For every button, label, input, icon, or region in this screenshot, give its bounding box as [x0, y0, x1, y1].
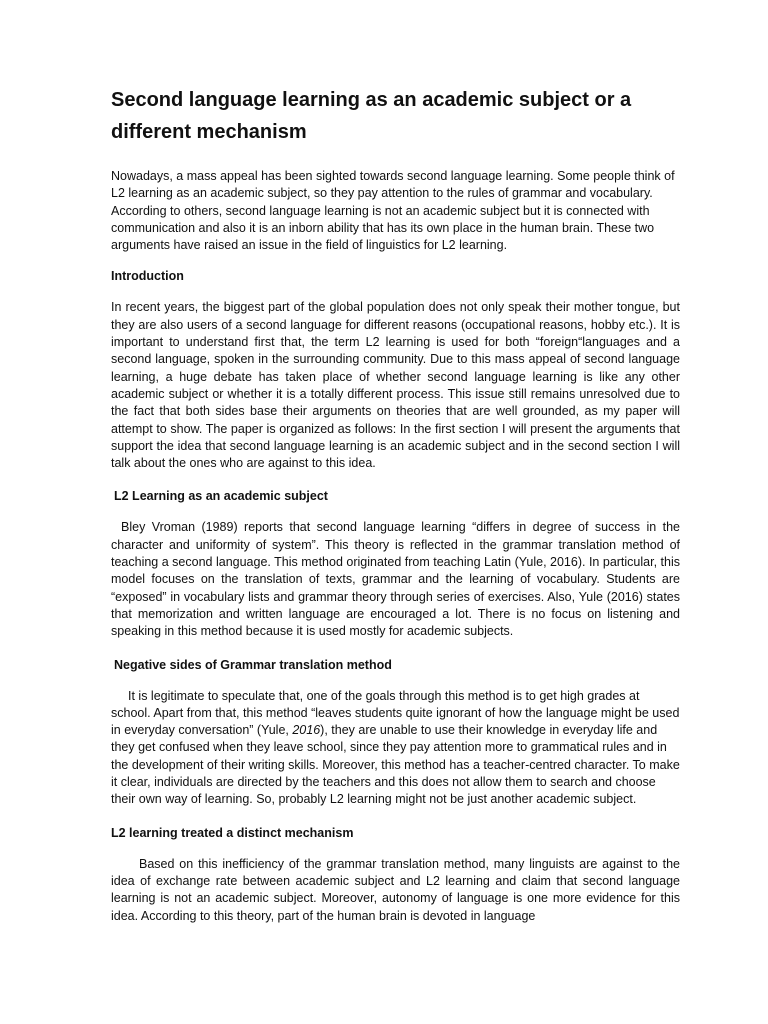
- citation-year-italic: 2016: [292, 723, 321, 738]
- distinct-mechanism-paragraph: Based on this inefficiency of the grammar translation method, many linguists are against to the idea of exchange rate between academic subject and L2 learning and claim that second language learning is not an academic subject. Moreover, autonomy of language is one more evidence for this idea. According to this theory, part of the human brain is devoted in language: [111, 856, 680, 923]
- section-heading-introduction: Introduction: [111, 269, 184, 284]
- spacer: [111, 809, 680, 825]
- section-heading-negative-sides: Negative sides of Grammar translation method: [114, 657, 392, 672]
- spacer: [111, 472, 680, 488]
- document-title: Second language learning as an academic subject or a different mechanism: [111, 89, 632, 143]
- introduction-paragraph: In recent years, the biggest part of the global population does not only speak their mother tongue, but they are also users of a second language for different reasons (occupational reasons, hobby etc.). It is important to understand first that, the term L2 learning is used for both “foreign“languages and a second language, spoken in the surrounding community. Due to this mass appeal of second language learning, a huge debate has taken place of whether second language learning is like any other academic subject or whether it is a totally different process. This issue still remains unresolved due to the fact that both sides base their arguments on theories that are well grounded, as my paper will attempt to show. The paper is organized as follows: In the first section I will present the arguments that support the idea that second language learning is an academic subject and in the second section I will talk about the ones who are against to this idea.: [111, 300, 680, 471]
- negative-sides-text-after-cite: ), they are unable to use their knowledge in everyday life and they get confused when they leave school, since they pay attention more to grammatical rules and in the development of their writing skills. Moreover, this method has a teacher-centred character. To make it clear, individuals are directed by the teachers and this does not allow them to search and choose their own way of learning. So, probably L2 learning might not be just another academic subject.: [111, 723, 680, 807]
- spacer: [111, 505, 680, 519]
- section-heading-distinct-mechanism: L2 learning treated a distinct mechanism: [111, 825, 354, 840]
- negative-sides-paragraph: [111, 688, 680, 809]
- spacer: [111, 674, 680, 688]
- intro-paragraph: Nowadays, a mass appeal has been sighted towards second language learning. Some people think of L2 learning as an academic subject, so they pay attention to the rules of grammar and vocabulary. According to others, second language learning is not an academic subject but it is connected with communication and also it is an inborn ability that has its own place in the human brain. These two arguments have raised an issue in the field of linguistics for L2 learning.: [111, 169, 675, 253]
- spacer: [111, 842, 680, 856]
- spacer: [111, 285, 680, 299]
- section-heading-academic-subject: L2 Learning as an academic subject: [114, 489, 328, 504]
- academic-subject-paragraph: Bley Vroman (1989) reports that second language learning “differs in degree of success in the character and uniformity of system”. This theory is reflected in the grammar translation method of teaching a second language. This method originated from teaching Latin (Yule, 2016). In particular, this model focuses on the translation of texts, grammar and the learning of vocabulary. Students are “exposed” in vocabulary lists and grammar theory through series of exercises. Also, Yule (2016) states that memorization and written language are encouraged a lot. There is no focus on listening and speaking in this method because it is used mostly for academic subjects.: [111, 520, 680, 639]
- negative-sides-text-before-cite: It is legitimate to speculate that, one of the goals through this method is to get high grades at school. Apart from that, this method “leaves students quite ignorant of how the language might be used in everyday conversation” (Yule,: [111, 688, 680, 738]
- spacer: [111, 641, 680, 657]
- spacer: [111, 254, 680, 268]
